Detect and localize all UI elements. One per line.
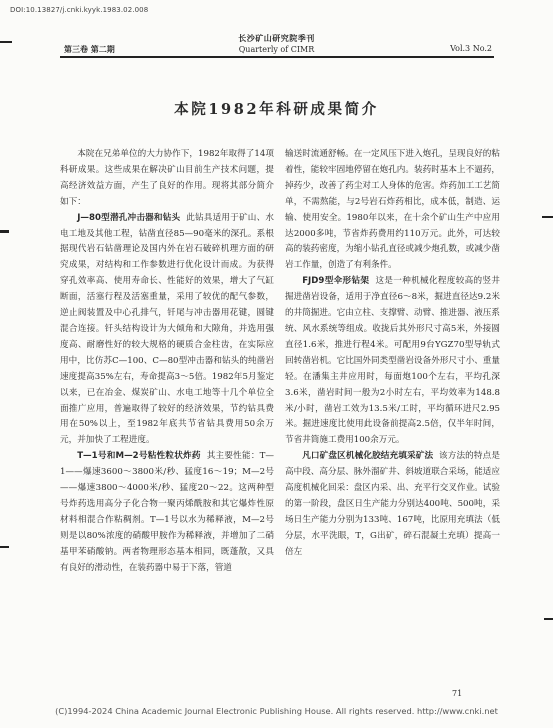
journal-name-en: Quarterly of CIMR [238,45,315,54]
item-text: 其主要性能：T—1——爆速3600～3800米/秒、猛度16～19；M—2号——爆速3800～4000米/秒、猛度20～22。这两种型号炸药选用高分子化合物一聚丙烯酰胺和其它爆炸性原材料相混合作粘稠剂。T—1号以水为稀释液，M—2号则是以80%浓度的硝酸甲胺作为稀释液，并增加了二硝基甲苯硝酸钠。两者物理形态基本相同，既蓬散，又具有良好的滑动性，在装药器中易于下落，管道 [60,451,275,573]
edge-mark [0,546,9,548]
item-heading: 凡口矿盘区机械化胶结充填采矿法 [302,451,434,462]
edge-mark [542,216,553,218]
left-column [60,147,274,576]
continued-paragraph: 输送时流通舒畅。在一定风压下进入炮孔，呈现良好的粘着性，能较牢固地停留在炮孔内。装药时基本上不逼药，掉药少，改善了药尘对工人身体的危害。炸药加工工艺简单，不需熬能，与2号岩石炸药相比，成本低，制造、运输、使用安全。1980年以来，在十余个矿山生产中应用达2000多吨，节省炸药费用约110万元。此外，可达较高的装药密度，为缩小钻孔直径或减少炮孔数，或减少凿岩工作量，创造了有利条件。 [285,149,500,271]
item-text: 该方法的特点是高中段、高分层、脉外溜矿井、斜坡道联合采场，能适应高度机械化回采：盘区内采、出、充平行交叉作业。试验的第一阶段，盘区日生产能力分别达400吨、500吨，采场日生产能力分别为133吨、167吨，比原用充填法（低分层，水平洗眼，T，G出矿，碎石混凝土充填）提高一倍左 [285,451,500,557]
right-column [285,147,500,561]
edge-mark [544,618,553,620]
journal-name-cn: 长沙矿山研究院季刊 [238,33,315,43]
doi-label: DOI:10.13827/j.cnki.kyyk.1983.02.008 [10,6,149,14]
item-paragraph [285,449,500,560]
copyright-footer: (C)1994-2024 China Academic Journal Electronic Publishing House. All rights reserved. http://www.cnki.net [55,706,498,716]
page-number: 71 [452,689,463,698]
header-rule [60,56,494,58]
item-heading: FJD9型伞形钻架 [302,276,370,287]
item-paragraph [60,449,274,576]
issue-label-cn: 第三卷 第二期 [64,44,115,54]
intro-paragraph: 本院在兄弟单位的大力协作下，1982年取得了14项科研成果。这些成果在解决矿山目前生产技术问题，提高经济效益方面，产生了良好的作用。现将其部分简介如下： [60,149,274,207]
item-text: 此钻具适用于矿山、水电工地及其他工程，钻凿直径85—90毫米的深孔。系根据现代岩石钻凿理论及国内外在岩石破碎机理方面的研究成果，对结构和工作参数进行优化设计而成。为获得穿孔效率高、使用寿命长、性能好的效果，增大了气缸断面，活塞行程及活塞重量，采用了较优的配气参数，逆止阀装置及中心孔排气，钎尾与冲击器用花键，圆键混合连接。钎头结构设计为大倾角和大隙角，并选用强度高、耐磨性好的较大规格的硬质合金柱齿，在实际应用中，比仿苏C—100、C—80型冲击器和钻头的纯凿岩速度提高35%左右，寿命提高3～5倍。1982年5月鉴定以来，已在冶金、煤炭矿山、水电工地等十几个单位全面推广应用，普遍取得了较好的经济效果，节约钻具费用在50%以上，至1982年底共节省钻具费用50余万元，并加快了工程进度。 [60,212,274,446]
article-title: 本院1982年科研成果简介 [174,101,379,118]
item-heading: J—80型潜孔冲击器和钻头 [77,212,181,223]
edge-mark [0,230,9,233]
issue-label-en: Vol.3 No.2 [450,44,492,53]
item-heading: T—1号和M—2号粘性粒状炸药 [77,451,201,462]
item-paragraph [60,211,274,450]
item-paragraph [285,274,500,449]
item-text: 这是一种机械化程度较高的竖井掘进凿岩设备，适用于净直径6～8米，掘进直径达9.2米的井筒掘进。它由立柱、支撑臂、动臂、推进器、液压系统、风水系统等组成。收拢后其外形尺寸高5米，外接圆直径1.6米，推进行程4米。可配用9台YGZ70型导轨式回转凿岩机。它比国外同类型凿岩设备外形尺寸小、重量轻。在潘集主井应用时，每面炮100个左右，平均孔深3.6米，凿岩时间一般为2小时左右，平均效率为148.8米/小时，凿岩工效为13.5米/工时，平均循环进尺2.95米。掘进速度比使用此设备前提高2.5倍，仅半年时间，节省井筒施工费用100余万元。 [285,276,500,446]
